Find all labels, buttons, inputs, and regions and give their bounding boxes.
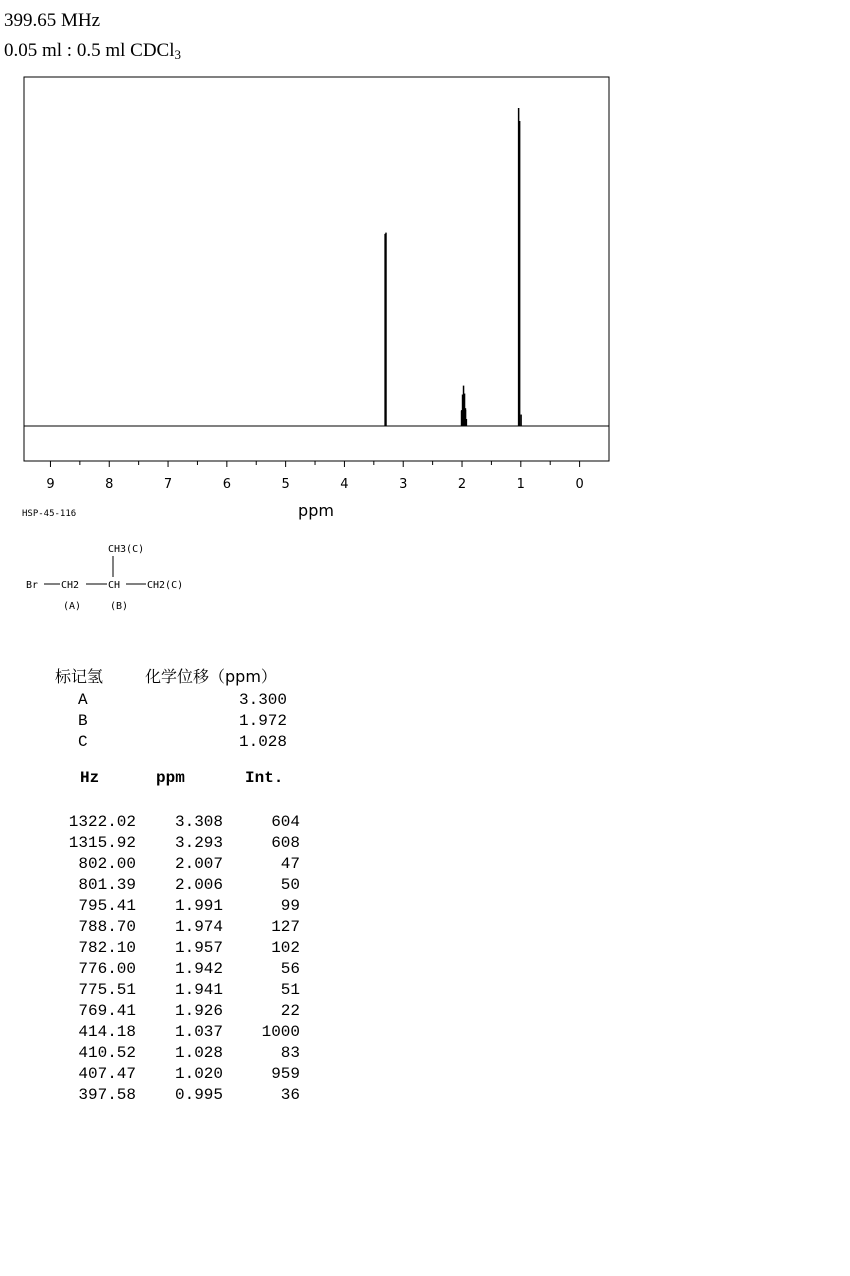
col-ppm: ppm — [156, 769, 185, 787]
col-int: Int. — [245, 769, 284, 787]
peak-ppm: 1.991 — [174, 897, 223, 915]
assign-shift: 3.300 — [238, 691, 287, 709]
spectrum-code: HSP-45-116 — [22, 509, 77, 519]
ch2c-atom: CH2(C) — [147, 580, 184, 591]
peak-int: 127 — [271, 918, 300, 936]
assign-shift: 1.972 — [238, 712, 287, 730]
peak-hz: 802.00 — [78, 855, 136, 873]
peak-int: 50 — [280, 876, 300, 894]
peak-ppm: 2.007 — [174, 855, 223, 873]
tick-label: 5 — [281, 477, 290, 492]
peak-ppm: 2.006 — [174, 876, 223, 894]
spectrometer-frequency: 399.65 MHz — [4, 10, 101, 31]
solvent-subscript: 3 — [174, 47, 181, 62]
peak-int: 22 — [280, 1002, 300, 1020]
peak-int: 56 — [280, 960, 300, 978]
peak-ppm: 0.995 — [174, 1086, 223, 1104]
peak-int: 99 — [280, 897, 300, 915]
peak-int: 83 — [280, 1044, 300, 1062]
peak-hz: 1322.02 — [68, 813, 136, 831]
peak-hz: 414.18 — [78, 1023, 136, 1041]
peak-ppm: 1.942 — [174, 960, 223, 978]
peak-ppm: 3.308 — [174, 813, 223, 831]
peak-int: 959 — [271, 1065, 300, 1083]
peak-int: 604 — [271, 813, 300, 831]
tick-label: 3 — [399, 477, 408, 492]
tick-label: 7 — [163, 477, 173, 492]
col-hz: Hz — [80, 769, 100, 787]
peak-ppm: 1.926 — [174, 1002, 223, 1020]
peak-int: 102 — [271, 939, 300, 957]
assign-header-h: 标记氢 — [55, 667, 104, 686]
assign-label: C — [78, 733, 88, 751]
peak-hz: 801.39 — [78, 876, 136, 894]
tick-label: 9 — [46, 477, 55, 492]
label-a: (A) — [63, 601, 82, 612]
br-atom: Br — [26, 580, 39, 591]
peak-hz: 407.47 — [78, 1065, 136, 1083]
peak-hz: 397.58 — [78, 1086, 136, 1104]
peak-int: 51 — [280, 981, 300, 999]
peak-hz: 788.70 — [78, 918, 136, 936]
peak-hz: 410.52 — [78, 1044, 136, 1062]
peak-hz: 1315.92 — [68, 834, 136, 852]
tick-label: 8 — [105, 477, 114, 492]
tick-label: 2 — [457, 477, 467, 492]
peak-hz: 776.00 — [78, 960, 136, 978]
peak-ppm: 3.293 — [174, 834, 223, 852]
ch3-label: CH3(C) — [108, 544, 145, 555]
assign-shift: 1.028 — [238, 733, 287, 751]
peak-int: 36 — [280, 1086, 300, 1104]
ch-atom: CH — [108, 580, 121, 591]
label-b: (B) — [110, 601, 129, 612]
tick-label: 6 — [222, 477, 231, 492]
peak-int: 1000 — [261, 1023, 300, 1041]
assign-label: B — [78, 712, 88, 730]
assign-label: A — [78, 691, 88, 709]
peak-ppm: 1.037 — [174, 1023, 223, 1041]
peak-hz: 782.10 — [78, 939, 136, 957]
peak-ppm: 1.974 — [174, 918, 223, 936]
peak-int: 608 — [271, 834, 300, 852]
structure-diagram — [0, 0, 850, 620]
peak-hz: 775.51 — [78, 981, 136, 999]
peak-ppm: 1.028 — [174, 1044, 223, 1062]
peak-hz: 795.41 — [78, 897, 136, 915]
peak-ppm: 1.020 — [174, 1065, 223, 1083]
peak-hz: 769.41 — [78, 1002, 136, 1020]
peak-ppm: 1.941 — [174, 981, 223, 999]
tick-label: 4 — [340, 477, 349, 492]
ch2-atom: CH2 — [61, 580, 80, 591]
tick-label: 0 — [575, 477, 584, 492]
solvent-text: 0.05 ml : 0.5 ml CDCl — [4, 40, 175, 61]
assign-header-shift: 化学位移（ppm） — [145, 667, 277, 686]
peak-ppm: 1.957 — [174, 939, 223, 957]
peak-int: 47 — [280, 855, 300, 873]
x-axis-label: ppm — [298, 501, 334, 520]
tick-label: 1 — [516, 477, 525, 492]
